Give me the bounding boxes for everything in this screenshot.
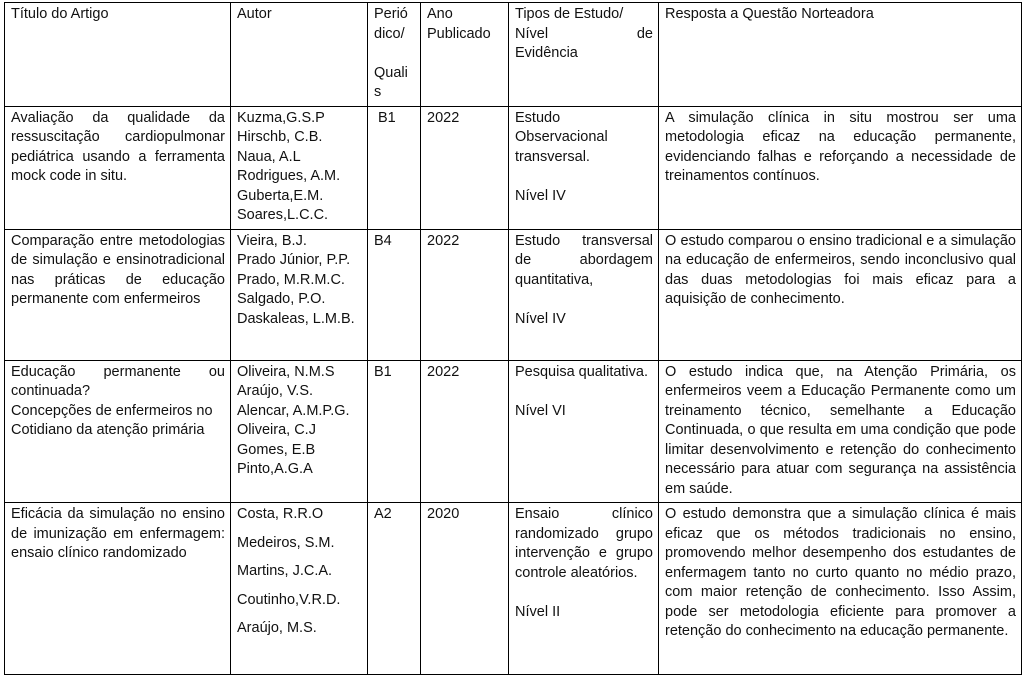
study-type: Ensaio clínico randomizado grupo intervenção e grupo controle aleatórios.: [515, 506, 653, 581]
article-title: Avaliação da qualidade da ressuscitação cardiopulmonar pediátrica usando a ferramenta mock code in situ.: [5, 106, 231, 229]
answer-cell: A simulação clínica in situ mostrou ser uma metodologia eficaz na educação permanente, evidenciando falhas e reforçando a necessidade de treinamentos contínuos.: [659, 106, 1022, 229]
evidence-level: Nível VI: [515, 402, 566, 419]
table-row: [5, 229, 1022, 360]
study-type: Estudo Observacional transversal.: [515, 109, 608, 165]
header-autor: Autor: [231, 3, 368, 107]
authors-cell: Oliveira, N.M.S Araújo, V.S. Alencar, A.M.P.G. Oliveira, C.J Gomes, E.B Pinto,A.G.A: [231, 360, 368, 503]
authors-cell: Vieira, B.J. Prado Júnior, P.P. Prado, M.R.M.C. Salgado, P.O. Daskaleas, L.M.B.: [231, 229, 368, 360]
study-type-cell: [509, 360, 659, 503]
article-title: Comparação entre metodologias de simulação e ensinotradicional nas práticas de educação permanente com enfermeiros: [5, 229, 231, 360]
header-ano: Ano Publicado: [421, 3, 509, 107]
table-row: [5, 503, 1022, 675]
header-titulo: Título do Artigo: [5, 3, 231, 107]
periodico-cell: B1: [368, 360, 421, 503]
authors-cell: Costa, R.R.O Medeiros, S.M. Martins, J.C.A. Coutinho,V.R.D. Araújo, M.S.: [231, 503, 368, 675]
table-row: [5, 106, 1022, 229]
header-row: [5, 3, 1022, 107]
year-cell: 2022: [421, 106, 509, 229]
year-cell: 2022: [421, 360, 509, 503]
study-type-cell: [509, 503, 659, 675]
answer-cell: O estudo demonstra que a simulação clínica é mais eficaz que os métodos tradicionais no ensino, promovendo melhor desempenho dos estudantes de enfermagem tanto no curto quanto no médio prazo, com maior retenção de conhecimento. Isso Assim, pode ser metodologia eficiente para promover a retenção do conhecimento na educação permanente.: [659, 503, 1022, 675]
authors-cell: Kuzma,G.S.P Hirschb, C.B. Naua, A.L Rodrigues, A.M. Guberta,E.M. Soares,L.C.C.: [231, 106, 368, 229]
study-type: Estudo transversal de abordagem quantitativa,: [515, 232, 653, 288]
study-type-cell: [509, 229, 659, 360]
evidence-level: Nível II: [515, 603, 561, 620]
header-resposta: Resposta a Questão Norteadora: [659, 3, 1022, 107]
header-periodico: Perió dico/ Quali s: [368, 3, 421, 107]
periodico-cell: A2: [368, 503, 421, 675]
year-cell: 2020: [421, 503, 509, 675]
article-title: Eficácia da simulação no ensino de imunização em enfermagem: ensaio clínico randomizado: [5, 503, 231, 675]
answer-cell: O estudo indica que, na Atenção Primária, os enfermeiros veem a Educação Permanente como um treinamento técnico, semelhante a Educação Continuada, o que resulta em uma condição que pode limitar desenvolvimento e retenção do conhecimento necessário para atuar com segurança na assistência em saúde.: [659, 360, 1022, 503]
periodico-cell: B4: [368, 229, 421, 360]
table-row: [5, 360, 1022, 503]
evidence-level: Nível IV: [515, 187, 566, 204]
evidence-level: Nível IV: [515, 310, 566, 327]
year-cell: 2022: [421, 229, 509, 360]
study-type: Pesquisa qualitativa.: [515, 363, 648, 380]
study-type-cell: [509, 106, 659, 229]
header-tipos: Tipos de Estudo/ Nível de Evidência: [509, 3, 659, 107]
articles-table: [4, 2, 1022, 675]
periodico-cell: B1: [368, 106, 421, 229]
article-title: Educação permanente ou continuada? Concepções de enfermeiros no Cotidiano da atenção primária: [5, 360, 231, 503]
answer-cell: O estudo comparou o ensino tradicional e a simulação na educação de enfermeiros, sendo inconclusivo qual das duas metodologias foi mais eficaz para a aquisição de conhecimento.: [659, 229, 1022, 360]
